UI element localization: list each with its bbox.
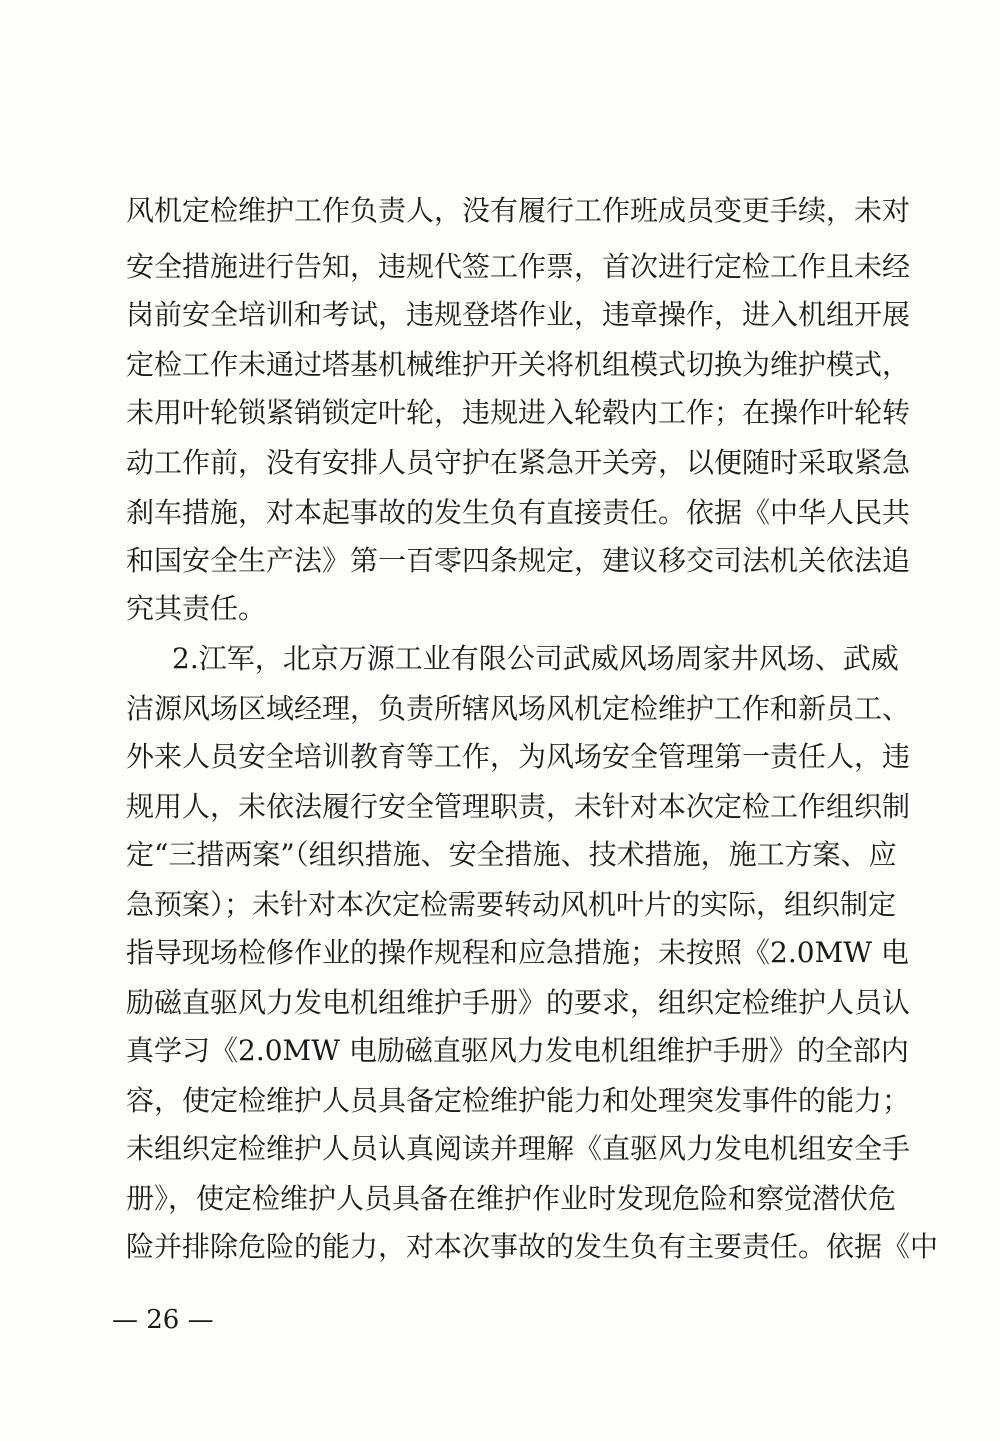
- body-text-line: 险并排除危险的能力，对本次事故的发生负有主要责任。依据《中: [126, 1230, 939, 1263]
- body-text-line: 动工作前，没有安排人员守护在紧急开关旁，以便随时采取紧急: [126, 446, 911, 479]
- body-text-line: 急预案）；未针对本次定检需要转动风机叶片的实际，组织制定: [126, 888, 897, 921]
- body-text-line: 外来人员安全培训教育等工作，为风场安全管理第一责任人，违: [126, 740, 911, 773]
- page-number: — 26 —: [112, 1305, 214, 1335]
- body-text-line: 刹车措施，对本起事故的发生负有直接责任。依据《中华人民共: [126, 496, 911, 529]
- body-text-line: 规用人，未依法履行安全管理职责，未针对本次定检工作组织制: [126, 790, 911, 823]
- body-text-line: 指导现场检修作业的操作规程和应急措施；未按照《2.0MW 电: [126, 936, 909, 969]
- body-text-line: 未用叶轮锁紧销锁定叶轮，违规进入轮毂内工作；在操作叶轮转: [126, 396, 911, 429]
- body-text-line: 未组织定检维护人员认真阅读并理解《直驱风力发电机组安全手: [126, 1132, 911, 1165]
- body-text-line: 真学习《2.0MW 电励磁直驱风力发电机组维护手册》的全部内: [126, 1034, 909, 1067]
- body-text-line: 风机定检维护工作负责人，没有履行工作班成员变更手续，未对: [126, 194, 911, 227]
- body-text-line: 定检工作未通过塔基机械维护开关将机组模式切换为维护模式，: [126, 348, 911, 381]
- paragraph-first-line: 2.江军，北京万源工业有限公司武威风场周家井风场、武威: [172, 642, 899, 675]
- body-text-line: 和国安全生产法》第一百零四条规定，建议移交司法机关依法追: [126, 544, 911, 577]
- body-text-line: 究其责任。: [126, 592, 267, 625]
- body-text-line: 容，使定检维护人员具备定检维护能力和处理突发事件的能力；: [126, 1084, 911, 1117]
- body-text-line: 洁源风场区域经理，负责所辖风场风机定检维护工作和新员工、: [126, 692, 911, 725]
- body-text-line: 岗前安全培训和考试，违规登塔作业，违章操作，进入机组开展: [126, 298, 911, 331]
- body-text-line: 安全措施进行告知，违规代签工作票，首次进行定检工作且未经: [126, 250, 911, 283]
- body-text-line: 定“三措两案”（组织措施、安全措施、技术措施，施工方案、应: [126, 838, 897, 871]
- body-text-line: 励磁直驱风力发电机组维护手册》的要求，组织定检维护人员认: [126, 986, 911, 1019]
- body-text-line: 册》，使定检维护人员具备在维护作业时发现危险和察觉潜伏危: [126, 1182, 897, 1215]
